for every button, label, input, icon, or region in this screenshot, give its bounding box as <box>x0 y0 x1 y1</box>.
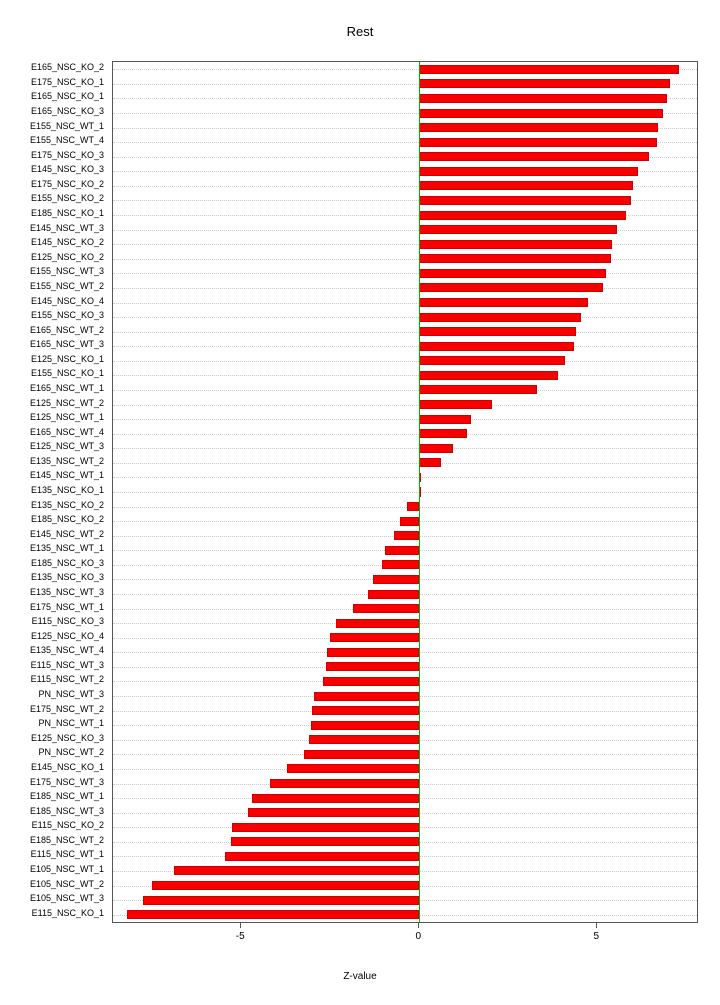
y-axis-tick-label: E135_NSC_KO_1 <box>30 485 104 495</box>
y-axis-tick-label: E175_NSC_KO_3 <box>30 149 104 160</box>
bar <box>382 560 419 569</box>
row-gridline <box>113 317 697 318</box>
bar <box>419 225 617 234</box>
row-gridline <box>113 303 697 304</box>
bar <box>419 79 670 88</box>
y-axis-tick-label: E175_NSC_KO_2 <box>30 178 104 189</box>
y-axis-tick-label: E135_NSC_KO_3 <box>30 572 104 583</box>
bar <box>419 123 658 132</box>
y-axis-tick-label: E135_NSC_WT_4 <box>29 645 104 656</box>
y-axis-tick-label: E105_NSC_WT_1 <box>29 863 104 874</box>
x-axis-tick-label: 0 <box>415 931 422 942</box>
bar <box>143 896 419 905</box>
y-axis-tick-label: E105_NSC_WT_2 <box>29 878 104 889</box>
bar <box>248 808 419 817</box>
y-axis-tick-label: E165_NSC_WT_3 <box>29 339 104 350</box>
y-axis-tick-label: E185_NSC_KO_3 <box>30 557 104 568</box>
bar <box>330 633 419 642</box>
bar <box>419 415 471 424</box>
bar <box>419 269 606 278</box>
x-axis-tick <box>418 923 419 928</box>
y-axis-tick-label: E145_NSC_KO_2 <box>30 237 104 248</box>
y-axis-tick-label: E165_NSC_KO_1 <box>30 91 104 102</box>
bar <box>323 677 419 686</box>
bar <box>419 196 631 205</box>
row-gridline <box>113 346 697 347</box>
y-axis-tick-label: E165_NSC_KO_3 <box>30 106 104 117</box>
x-axis-tick-label: 5 <box>593 931 600 942</box>
y-axis-labels <box>0 61 108 923</box>
bar <box>419 283 602 292</box>
chart-title: Rest <box>346 24 374 39</box>
y-axis-tick-label: E115_NSC_KO_1 <box>31 907 104 918</box>
bar <box>419 342 574 351</box>
y-axis-tick-label: E185_NSC_KO_2 <box>30 514 104 525</box>
row-gridline <box>113 434 697 435</box>
row-gridline <box>113 375 697 376</box>
bar <box>127 910 419 919</box>
y-axis-tick-label: E155_NSC_WT_1 <box>29 120 104 131</box>
y-axis-tick-label: E125_NSC_WT_1 <box>29 412 104 423</box>
y-axis-tick-label: PN_NSC_WT_1 <box>38 718 104 729</box>
y-axis-tick-label: E145_NSC_KO_3 <box>30 164 104 175</box>
x-axis <box>112 923 698 963</box>
bar <box>174 866 420 875</box>
bar <box>314 692 419 701</box>
y-axis-tick-label: E185_NSC_WT_3 <box>29 805 104 816</box>
bar <box>368 590 420 599</box>
y-axis-tick-label: E155_NSC_WT_3 <box>29 266 104 277</box>
x-axis-tick-label: -5 <box>235 931 245 942</box>
y-axis-tick-label: E105_NSC_WT_3 <box>29 893 104 904</box>
bar <box>419 429 467 438</box>
bars-layer <box>113 62 697 922</box>
bar <box>407 502 419 511</box>
bar <box>419 65 679 74</box>
row-gridline <box>113 390 697 391</box>
bar <box>304 750 420 759</box>
y-axis-tick-label: E175_NSC_WT_3 <box>29 776 104 787</box>
bar <box>400 517 420 526</box>
y-axis-tick-label: E115_NSC_KO_3 <box>31 616 104 627</box>
y-axis-tick-label: E145_NSC_KO_4 <box>30 295 104 306</box>
row-gridline <box>113 419 697 420</box>
row-gridline <box>113 448 697 449</box>
y-axis-tick-label: E115_NSC_WT_1 <box>30 849 104 860</box>
bar <box>225 852 419 861</box>
y-axis-tick-label: E145_NSC_WT_2 <box>29 528 104 539</box>
y-axis-tick-label: E175_NSC_KO_1 <box>30 76 104 87</box>
bar <box>327 648 420 657</box>
y-axis-tick-label: E145_NSC_WT_1 <box>29 470 104 481</box>
bar <box>385 546 419 555</box>
y-axis-tick-label: PN_NSC_WT_3 <box>38 689 104 700</box>
bar <box>232 823 419 832</box>
row-gridline <box>113 288 697 289</box>
y-axis-tick-label: E125_NSC_KO_2 <box>30 251 104 262</box>
y-axis-tick-label: E155_NSC_KO_2 <box>30 193 104 204</box>
y-axis-tick-label: E135_NSC_KO_2 <box>30 499 104 510</box>
y-axis-tick-label: E115_NSC_WT_3 <box>30 659 104 670</box>
row-gridline <box>113 405 697 406</box>
y-axis-tick-label: E135_NSC_WT_1 <box>29 543 104 554</box>
bar <box>419 327 576 336</box>
y-axis-tick-label: E175_NSC_WT_1 <box>29 601 104 612</box>
y-axis-tick-label: E185_NSC_WT_1 <box>29 791 104 802</box>
y-axis-tick-label: E125_NSC_WT_3 <box>29 441 104 452</box>
y-axis-tick-label: E155_NSC_KO_1 <box>30 368 104 379</box>
y-axis-tick-label: E155_NSC_WT_4 <box>29 135 104 146</box>
y-axis-tick-label: E165_NSC_WT_4 <box>29 426 104 437</box>
row-gridline <box>113 492 697 493</box>
y-axis-tick-label: E125_NSC_WT_2 <box>29 397 104 408</box>
bar <box>419 167 638 176</box>
bar <box>270 779 420 788</box>
x-axis-tick <box>596 923 597 928</box>
bar <box>231 837 420 846</box>
row-gridline <box>113 332 697 333</box>
bar <box>373 575 419 584</box>
y-axis-tick-label: E165_NSC_WT_2 <box>29 324 104 335</box>
bar <box>287 764 419 773</box>
bar <box>152 881 419 890</box>
bar <box>309 735 419 744</box>
bar <box>311 721 420 730</box>
y-axis-tick-label: PN_NSC_WT_2 <box>38 747 104 758</box>
row-gridline <box>113 477 697 478</box>
y-axis-tick-label: E135_NSC_WT_2 <box>29 455 104 466</box>
row-gridline <box>113 507 697 508</box>
y-axis-tick-label: E155_NSC_KO_3 <box>30 310 104 321</box>
bar <box>419 444 453 453</box>
bar <box>419 240 612 249</box>
bar <box>326 662 419 671</box>
bar <box>394 531 419 540</box>
y-axis-tick-label: E125_NSC_KO_4 <box>30 630 104 641</box>
x-axis-tick <box>240 923 241 928</box>
y-axis-tick-label: E185_NSC_KO_1 <box>30 208 104 219</box>
bar <box>419 109 663 118</box>
bar <box>419 152 649 161</box>
y-axis-tick-label: E155_NSC_WT_2 <box>29 280 104 291</box>
y-axis-tick-label: E125_NSC_KO_3 <box>30 732 104 743</box>
row-gridline <box>113 361 697 362</box>
bar <box>419 181 633 190</box>
y-axis-tick-label: E175_NSC_WT_2 <box>29 703 104 714</box>
y-axis-tick-label: E115_NSC_WT_2 <box>30 674 104 685</box>
y-axis-tick-label: E125_NSC_KO_1 <box>30 353 104 364</box>
y-axis-tick-label: E135_NSC_WT_3 <box>29 587 104 598</box>
y-axis-tick-label: E115_NSC_KO_2 <box>31 820 104 831</box>
row-gridline <box>113 463 697 464</box>
y-axis-tick-label: E145_NSC_WT_3 <box>29 222 104 233</box>
bar <box>419 298 588 307</box>
bar <box>419 254 611 263</box>
plot-area <box>112 61 698 923</box>
bar <box>419 94 666 103</box>
x-axis-title: Z-value <box>343 971 377 982</box>
bar <box>419 385 537 394</box>
bar <box>419 400 492 409</box>
bar <box>419 313 581 322</box>
zero-reference-line <box>419 62 420 922</box>
bar <box>419 356 565 365</box>
y-axis-tick-label: E145_NSC_KO_1 <box>30 761 104 772</box>
bar <box>419 211 626 220</box>
y-axis-tick-label: E185_NSC_WT_2 <box>29 834 104 845</box>
y-axis-tick-label: E165_NSC_KO_2 <box>30 62 104 73</box>
bar <box>252 794 419 803</box>
y-axis-tick-label: E165_NSC_WT_1 <box>29 382 104 393</box>
row-gridline <box>113 273 697 274</box>
bar <box>419 138 657 147</box>
bar <box>336 619 420 628</box>
bar <box>312 706 419 715</box>
bar <box>419 458 440 467</box>
bar <box>353 604 419 613</box>
bar <box>419 371 558 380</box>
